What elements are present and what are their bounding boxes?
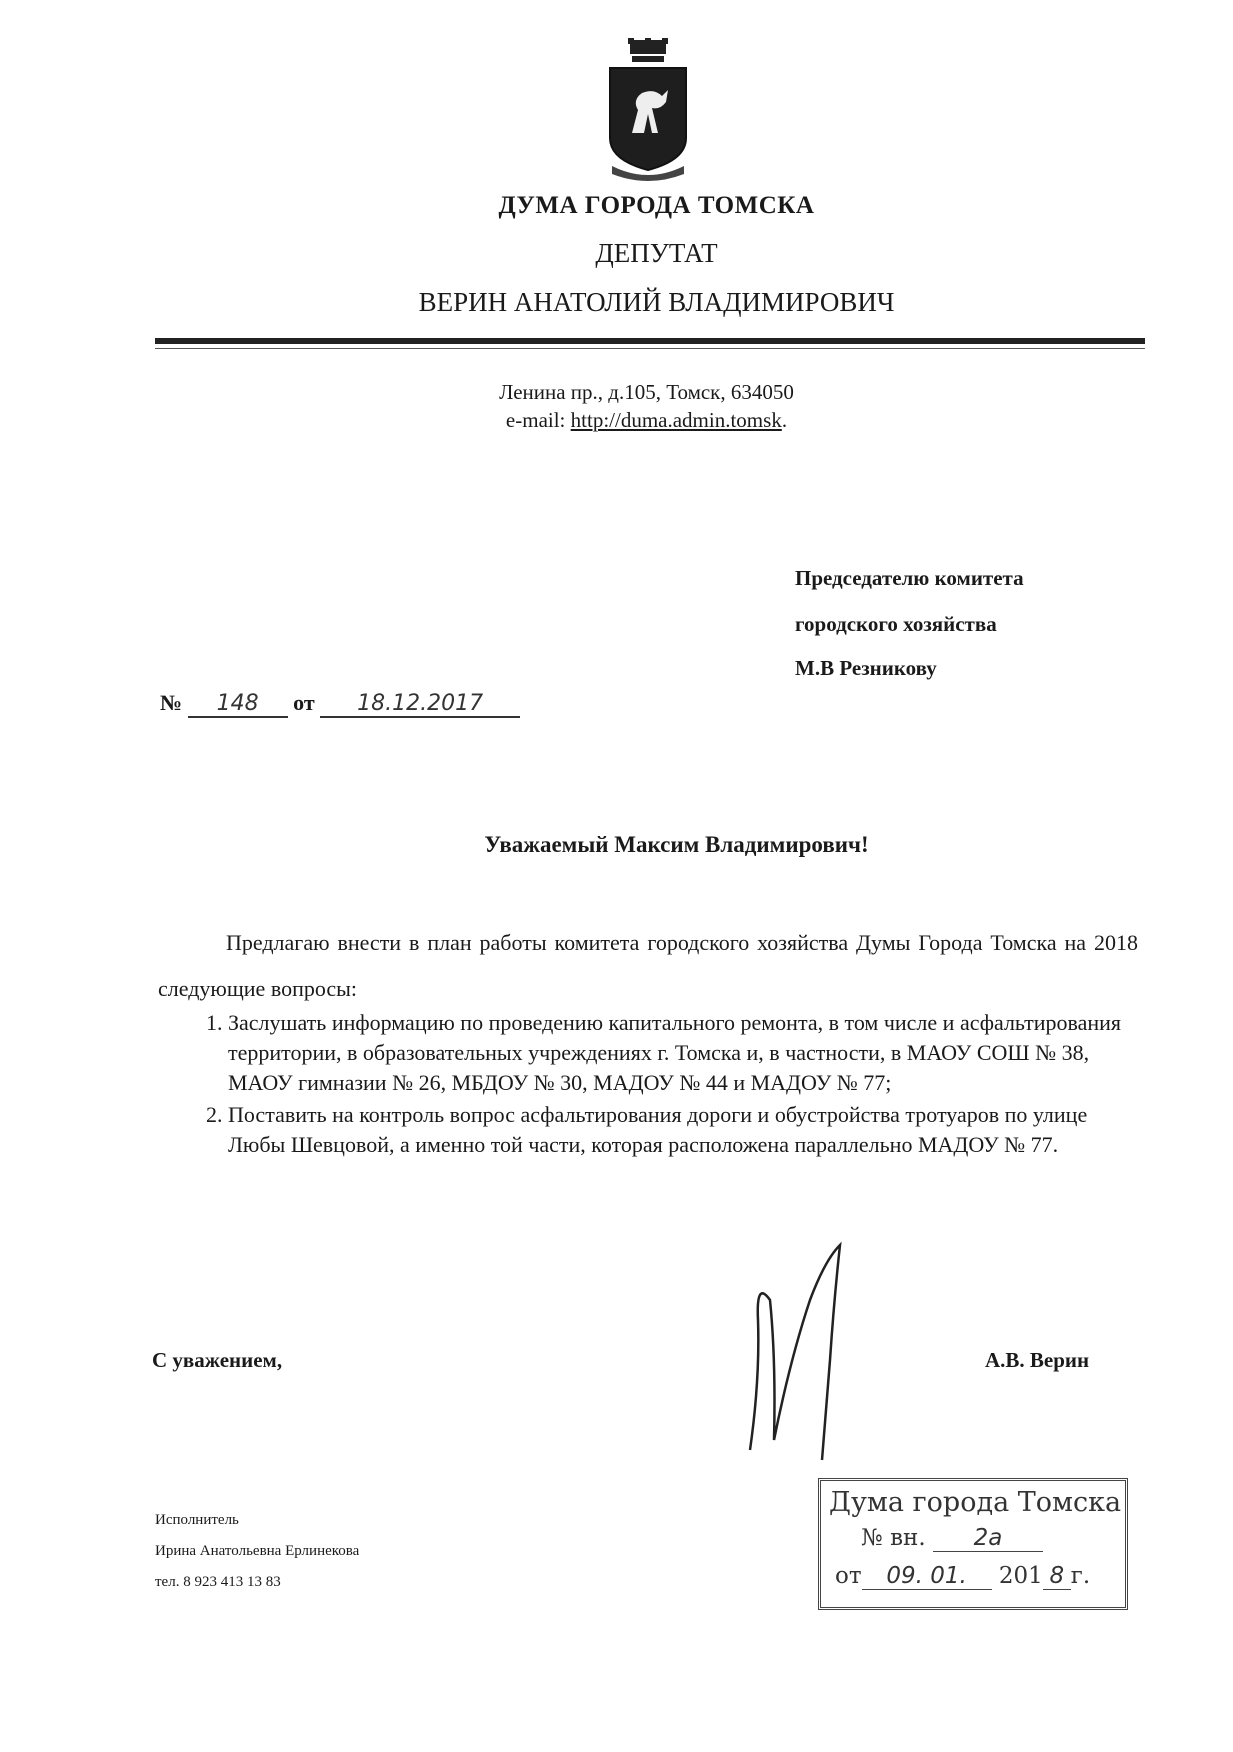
organization-title: ДУМА ГОРОДА ТОМСКА xyxy=(498,192,815,219)
stamp-number-label: № вн. xyxy=(861,1525,926,1551)
stamp-date-label: от xyxy=(835,1563,862,1589)
closing: С уважением, xyxy=(152,1348,283,1372)
proposal-item: 2. Поставить на контроль вопрос асфальтирования дороги и обустройства тротуаров по улице Любы Шевцовой, а именно той части, которая расположена параллельно МАДОУ № 77. xyxy=(228,1100,1138,1160)
stamp-date: 09. 01. xyxy=(862,1563,992,1590)
recipient-line-1: Председателю комитета xyxy=(795,566,1024,590)
greeting: Уважаемый Максим Владимирович! xyxy=(484,832,869,857)
proposal-list xyxy=(158,1008,1138,1162)
stamp-number: 2а xyxy=(933,1525,1043,1552)
header-divider-thin xyxy=(155,348,1145,349)
stamp-year-prefix: 201 xyxy=(998,1563,1043,1589)
date-label: от xyxy=(293,690,315,715)
outgoing-number: 148 xyxy=(188,691,288,718)
body-intro: Предлагаю внести в план работы комитета городского хозяйства Думы Города Томска на 2018 следующие вопросы: xyxy=(158,930,1138,1001)
stamp-year-digit: 8 xyxy=(1043,1563,1071,1590)
proposal-item: 1. Заслушать информацию по проведению капитального ремонта, в том числе и асфальтирования территории, в образовательных учреждениях г. Томска и, в частности, в МАОУ СОШ № 38, МАОУ гимназии № 26, МБДОУ № 30, МАДОУ № 44 и МАДОУ № 77; xyxy=(228,1008,1138,1098)
email-link[interactable]: http://duma.admin.tomsk xyxy=(570,408,782,432)
address: Ленина пр., д.105, Томск, 634050 xyxy=(499,380,794,404)
signer-name: А.В. Верин xyxy=(985,1348,1090,1372)
tomsk-coat-of-arms-emblem xyxy=(602,38,694,183)
stamp-date-line xyxy=(835,1563,1090,1590)
executor-name: Ирина Анатольевна Ерлинекова xyxy=(155,1543,360,1559)
stamp-year-suffix: г. xyxy=(1070,1563,1091,1589)
executor-label: Исполнитель xyxy=(155,1512,239,1528)
position-title: ДЕПУТАТ xyxy=(595,238,718,268)
executor-phone: тел. 8 923 413 13 83 xyxy=(155,1574,281,1590)
email-suffix: . xyxy=(781,408,788,432)
email-label: e-mail: xyxy=(505,408,571,432)
registration-number-line xyxy=(160,690,520,718)
stamp-title: Дума города Томска xyxy=(829,1487,1122,1518)
recipient-line-2: городского хозяйства xyxy=(795,612,997,636)
stamp-number-line xyxy=(861,1525,1043,1552)
number-label: № xyxy=(160,690,183,715)
handwritten-signature xyxy=(730,1240,860,1470)
incoming-registration-stamp xyxy=(818,1478,1128,1610)
outgoing-date: 18.12.2017 xyxy=(320,691,520,718)
deputy-name: ВЕРИН АНАТОЛИЙ ВЛАДИМИРОВИЧ xyxy=(418,287,895,317)
header-divider xyxy=(155,338,1145,344)
email-line xyxy=(30,408,1233,433)
recipient-line-3: М.В Резникову xyxy=(795,656,937,680)
